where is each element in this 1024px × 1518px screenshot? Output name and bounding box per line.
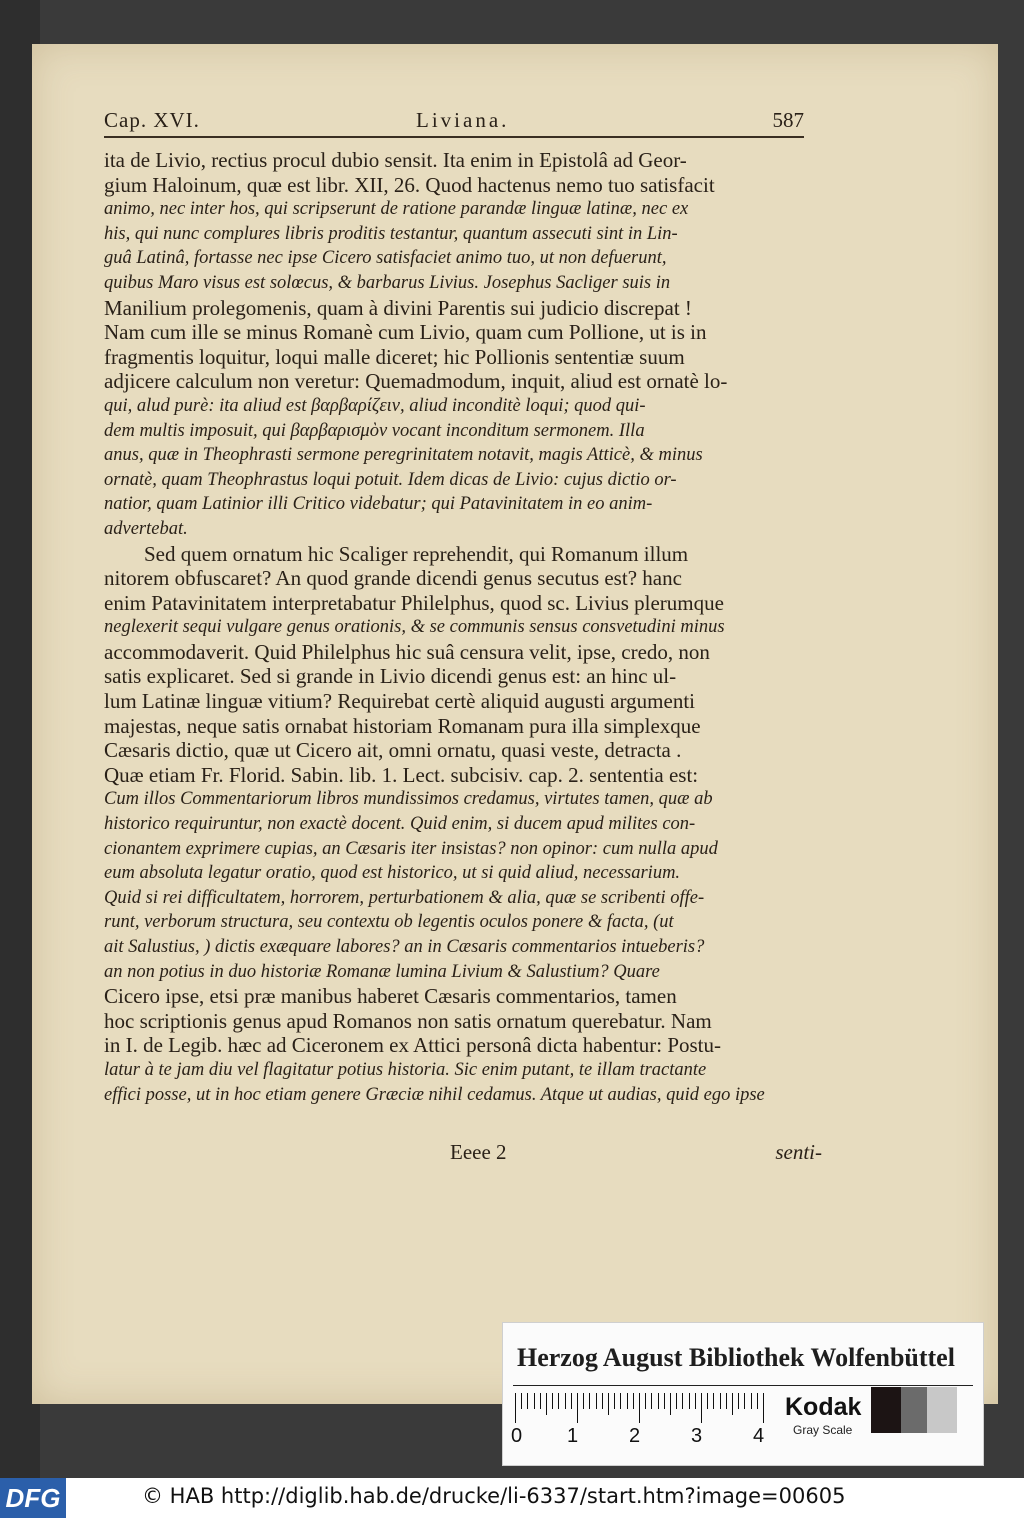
ruler-tick: [763, 1393, 764, 1423]
ruler-tick: [558, 1393, 559, 1409]
library-color-card: [502, 1322, 984, 1466]
ruler-tick: [713, 1393, 714, 1409]
ruler-tick: [645, 1393, 646, 1409]
catchword: senti-: [775, 1140, 822, 1164]
ruler-tick: [689, 1393, 690, 1409]
text-line: natior, quam Latinior illi Critico videbatur; qui Patavinitatem in eo anim-: [104, 494, 653, 515]
signature-mark: Eeee 2: [450, 1140, 507, 1164]
running-title: Liviana.: [416, 108, 510, 132]
text-line: anus, quæ in Theophrasti sermone peregrinitatem notavit, magis Atticè, & minus: [104, 445, 703, 466]
dfg-logo: DFG: [0, 1478, 66, 1518]
text-line: effici posse, ut in hoc etiam genere Græciæ nihil cedamus. Atque ut audias, quid ego ipse: [104, 1084, 765, 1105]
header-rule: [104, 136, 804, 138]
ruler-tick: [583, 1393, 584, 1409]
ruler-tick: [602, 1393, 603, 1409]
ruler-tick: [540, 1393, 541, 1409]
text-line: quibus Maro visus est solœcus, & barbarus Livius. Josephus Sacliger suis in: [104, 272, 671, 293]
ruler-tick: [620, 1393, 621, 1409]
text-line: Manilium prolegomenis, quam à divini Parentis sui judicio discrepat !: [104, 295, 692, 320]
running-header: [104, 108, 804, 138]
swatch-gray: [901, 1387, 927, 1433]
ruler-number-2: 2: [629, 1425, 641, 1447]
text-line: Nam cum ille se minus Romanè cum Livio, quam cum Pollione, ut is in: [104, 320, 707, 345]
copyright-link[interactable]: © HAB http://diglib.hab.de/drucke/li-6337/start.htm?image=00605: [142, 1484, 846, 1508]
text-line: gium Haloinum, quæ est libr. XII, 26. Quod hactenus nemo tuo satisfacit: [104, 172, 715, 197]
ruler-tick: [670, 1393, 671, 1415]
kodak-logo: Kodak: [785, 1393, 862, 1421]
text-line: Quid si rei difficultatem, horrorem, perturbationem & alia, quæ se scribenti offe-: [104, 887, 705, 908]
text-line: latur à te jam diu vel flagitatur potius historia. Sic enim putant, te illam tractante: [104, 1059, 707, 1080]
text-line: lum Latinæ linguæ vitium? Requirebat certè aliquid augusti argumenti: [104, 689, 695, 714]
text-line: runt, verborum structura, seu contextu ob legentis oculos ponere & facta, (ut: [104, 912, 674, 933]
ruler-tick: [614, 1393, 615, 1409]
text-line: his, qui nunc complures libris proditis testantur, quantum assecuti sint in Lin-: [104, 223, 678, 244]
footer-bar: [0, 1478, 1024, 1518]
ruler-tick: [571, 1393, 572, 1409]
library-name: Herzog August Bibliothek Wolfenbüttel: [517, 1343, 955, 1372]
ruler-tick: [757, 1393, 758, 1409]
ruler-tick: [552, 1393, 553, 1409]
ruler-tick: [521, 1393, 522, 1409]
ruler-tick: [732, 1393, 733, 1415]
text-line: historico requiruntur, non exactè docent. Quid enim, si ducem apud milites con-: [104, 814, 696, 835]
text-line: qui, alud purè: ita aliud est βαρβαρίζειν, aliud inconditè loqui; quod qui-: [104, 395, 646, 416]
ruler-number-0: 0: [511, 1425, 523, 1447]
ruler-tick: [627, 1393, 628, 1409]
text-line: accommodaverit. Quid Philelphus hic suâ censura velit, ipse, credo, non: [104, 639, 710, 664]
ruler-tick: [695, 1393, 696, 1409]
gray-scale-label: Gray Scale: [793, 1423, 853, 1437]
text-line: guâ Latinâ, fortasse nec ipse Cicero satisfaciet animo tuo, ut non defuerunt,: [104, 248, 667, 269]
ruler-tick: [664, 1393, 665, 1409]
text-line: satis explicaret. Sed si grande in Livio dicendi genus est: an hinc ul-: [104, 664, 677, 689]
ruler-number-4: 4: [753, 1425, 765, 1447]
ruler-tick: [596, 1393, 597, 1409]
text-line: nitorem obfuscaret? An quod grande dicendi genus secutus est? hanc: [104, 566, 682, 591]
ruler-tick: [682, 1393, 683, 1409]
ruler-tick: [738, 1393, 739, 1409]
text-line: Sed quem ornatum hic Scaliger reprehendit, qui Romanum illum: [144, 541, 689, 566]
text-line: in I. de Legib. hæc ad Ciceronem ex Attici personâ dicta habentur: Postu-: [104, 1033, 721, 1058]
chapter-label: Cap. XVI.: [104, 108, 200, 132]
gray-scale-swatches: [871, 1387, 971, 1433]
text-line: advertebat.: [104, 518, 188, 539]
ruler-tick: [651, 1393, 652, 1409]
ruler-tick: [608, 1393, 609, 1415]
ruler-tick: [701, 1393, 702, 1423]
ruler-tick: [589, 1393, 590, 1409]
text-line: majestas, neque satis ornabat historiam Romanam pura illa simplexque: [104, 713, 701, 738]
ruler-tick: [577, 1393, 578, 1423]
text-line: dem multis imposuit, qui βαρβαρισμὸν vocant inconditum sermonem. Illa: [104, 420, 645, 441]
ruler-tick: [726, 1393, 727, 1409]
swatch-light: [927, 1387, 957, 1433]
ruler-tick: [546, 1393, 547, 1415]
body-text: [104, 148, 808, 1107]
ruler-number-3: 3: [691, 1425, 703, 1447]
ruler-number-1: 1: [567, 1425, 579, 1447]
text-line: neglexerit sequi vulgare genus orationis, & se communis sensus consvetudini minus: [104, 617, 725, 638]
text-line: an non potius in duo historiæ Romanæ lumina Livium & Salustium? Quare: [104, 961, 660, 982]
text-line: enim Patavinitatem interpretabatur Philelphus, quod sc. Livius plerumque: [104, 590, 724, 615]
ruler-tick: [515, 1393, 516, 1423]
ruler-tick: [751, 1393, 752, 1409]
text-line: hoc scriptionis genus apud Romanos non satis ornatum querebatur. Nam: [104, 1008, 712, 1033]
ruler-tick: [720, 1393, 721, 1409]
ruler-tick: [744, 1393, 745, 1409]
text-line: Quæ etiam Fr. Florid. Sabin. lib. 1. Lect. subcisiv. cap. 2. sententia est:: [104, 762, 699, 787]
text-line: eum absoluta legatur oratio, quod est historico, ut si quid aliud, necessarium.: [104, 863, 681, 884]
text-line: animo, nec inter hos, qui scripserunt de ratione parandæ linguæ latinæ, nec ex: [104, 199, 689, 220]
card-divider: [513, 1385, 973, 1386]
ruler-tick: [534, 1393, 535, 1409]
page-number: 587: [772, 108, 804, 132]
ruler-numbers: [511, 1425, 781, 1453]
ruler-tick: [565, 1393, 566, 1409]
ruler-tick: [676, 1393, 677, 1409]
swatch-black: [871, 1387, 901, 1433]
ruler-tick: [658, 1393, 659, 1409]
ruler-tick: [527, 1393, 528, 1409]
text-line: cionantem exprimere cupias, an Cæsaris iter insistas? non opinor: cum nulla apud: [104, 838, 718, 859]
text-line: ait Salustius, ) dictis exæquare labores? an in Cæsaris commentarios intueberis?: [104, 937, 705, 957]
text-line: adjicere calculum non veretur: Quemadmodum, inquit, aliud est ornatè lo-: [104, 369, 728, 394]
text-line: ornatè, quam Theophrastus loqui potuit. Idem dicas de Livio: cujus dictio or-: [104, 469, 677, 490]
ruler-tick: [633, 1393, 634, 1409]
text-line: Cicero ipse, etsi præ manibus haberet Cæsaris commentarios, tamen: [104, 984, 677, 1009]
text-line: fragmentis loquitur, loqui malle diceret; hic Pollionis sententiæ suum: [104, 344, 685, 369]
ruler-tick: [639, 1393, 640, 1423]
ruler-tick: [707, 1393, 708, 1409]
text-line: ita de Livio, rectius procul dubio sensit. Ita enim in Epistolâ ad Geor-: [104, 148, 687, 172]
text-line: Cæsaris dictio, quæ ut Cicero ait, omni ornatu, quasi veste, detracta .: [104, 738, 682, 763]
page-footer: [450, 1140, 822, 1166]
text-line: Cum illos Commentariorum libros mundissimos credamus, virtutes tamen, quæ ab: [104, 789, 713, 810]
